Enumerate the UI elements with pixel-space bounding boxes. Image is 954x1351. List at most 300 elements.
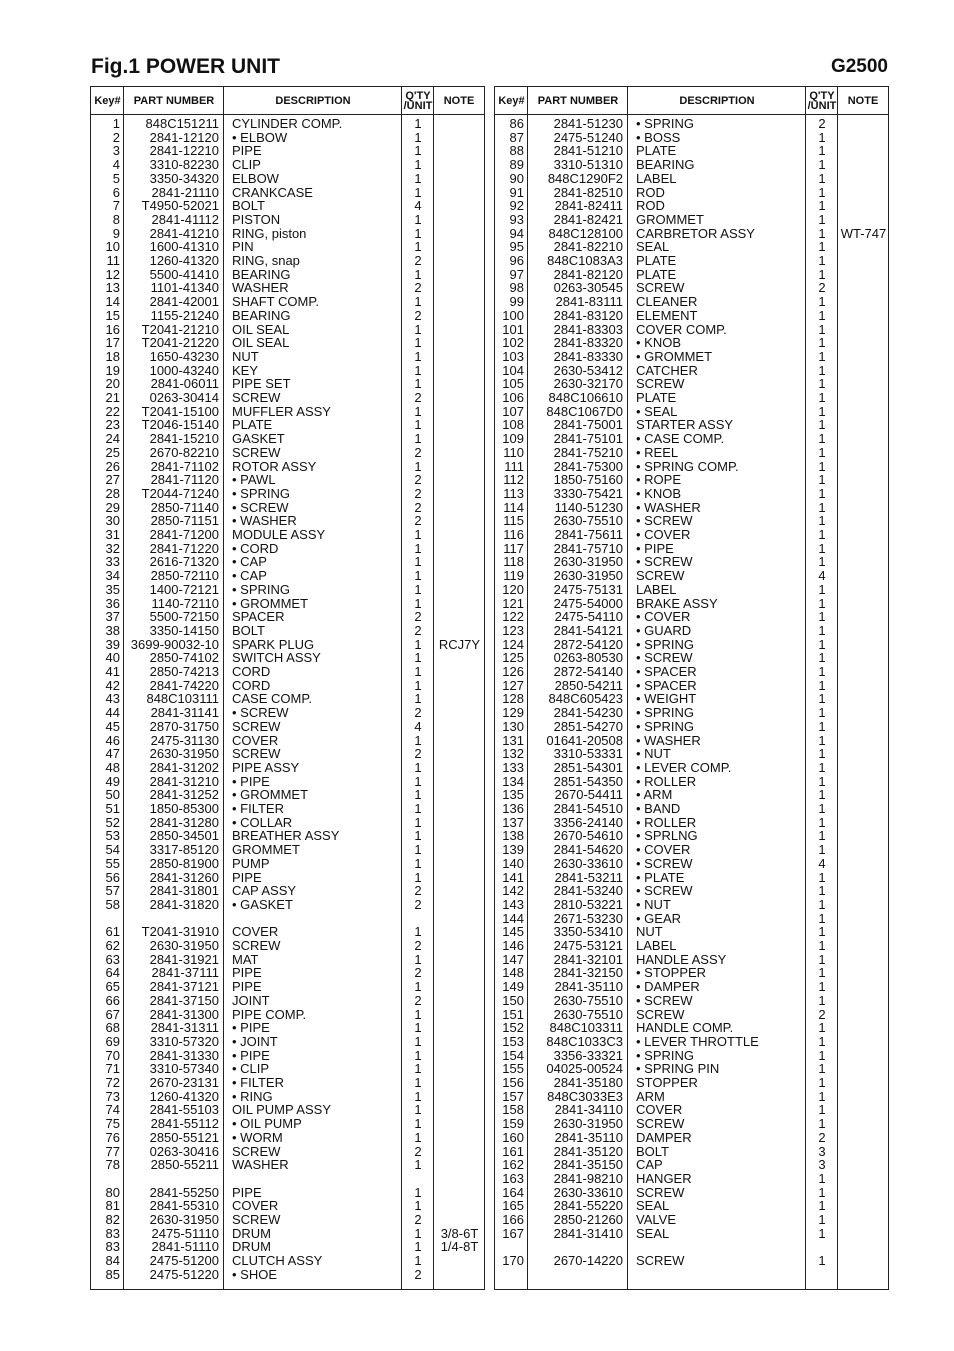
cell-part-number: 2850-55211	[150, 1157, 219, 1173]
table-row	[91, 1008, 484, 1022]
cell-description: • SPRING PIN	[636, 1061, 720, 1077]
cell-qty: 1	[818, 472, 826, 488]
table-row	[91, 802, 484, 816]
table-row	[91, 309, 484, 323]
cell-part-number: 2841-83120	[553, 307, 623, 323]
cell-part-number: 0263-80530	[553, 650, 623, 666]
cell-description: • SPACER	[636, 677, 697, 693]
cell-key: 53	[105, 828, 120, 844]
table-row	[495, 117, 888, 131]
cell-description: • SPRING	[636, 1047, 695, 1063]
table-row	[91, 679, 484, 693]
cell-qty: 3	[818, 1157, 826, 1173]
cell-description: PLATE	[636, 253, 677, 268]
cell-note: WT-747	[840, 225, 887, 241]
header-qty: Q'TY /UNIT	[403, 89, 433, 112]
cell-key: 46	[105, 732, 120, 748]
cell-qty: 1	[414, 1198, 422, 1214]
cell-qty: 2	[414, 1212, 422, 1227]
cell-qty: 1	[818, 1061, 826, 1077]
cell-key: 62	[105, 938, 120, 953]
cell-qty: 1	[414, 239, 422, 255]
cell-qty: 3	[818, 1143, 826, 1159]
cell-key: 159	[502, 1116, 524, 1132]
cell-qty: 1	[414, 143, 422, 159]
table-row	[495, 994, 888, 1008]
cell-part-number: 2841-82120	[553, 266, 623, 282]
cell-description: CLEANER	[636, 294, 698, 310]
table-row	[495, 980, 888, 994]
cell-description: • NUT	[636, 746, 671, 762]
cell-description: SCREW	[636, 1184, 685, 1200]
cell-qty: 1	[414, 1020, 422, 1036]
cell-description: • ROPE	[636, 472, 682, 488]
cell-qty: 1	[818, 1047, 826, 1063]
cell-description: GROMMET	[636, 211, 704, 227]
cell-description: • BOSS	[636, 129, 681, 145]
table-row	[495, 418, 888, 432]
table-row	[91, 788, 484, 802]
header-description: DESCRIPTION	[275, 94, 351, 107]
table-row	[495, 1227, 888, 1241]
cell-qty: 1	[414, 650, 422, 666]
cell-key: 65	[105, 979, 120, 995]
cell-qty: 1	[414, 581, 422, 597]
cell-qty: 1	[818, 773, 826, 789]
cell-part-number: 2475-54110	[554, 609, 623, 625]
cell-key: 75	[105, 1116, 120, 1132]
table-row	[91, 186, 484, 200]
cell-description: BOLT	[232, 198, 265, 214]
table-row	[495, 501, 888, 515]
cell-qty: 1	[414, 869, 422, 885]
cell-qty: 1	[414, 773, 422, 789]
cell-part-number: T2041-15100	[141, 403, 219, 419]
cell-key: 134	[502, 773, 524, 789]
cell-part-number: 2841-82421	[553, 211, 623, 227]
cell-part-number: 1650-43230	[149, 348, 219, 364]
table-row	[495, 816, 888, 830]
cell-part-number: 2851-54350	[553, 773, 623, 789]
table-row	[495, 240, 888, 254]
cell-part-number: 2841-15210	[149, 431, 219, 447]
cell-part-number: 2841-41210	[149, 225, 219, 241]
cell-part-number: 2841-82510	[553, 184, 623, 200]
cell-key: 122	[502, 609, 524, 625]
cell-key: 48	[105, 759, 120, 775]
cell-description: • WASHER	[636, 499, 701, 515]
cell-part-number: 2670-82210	[149, 444, 219, 460]
cell-qty: 1	[414, 458, 422, 474]
cell-qty: 1	[818, 1033, 826, 1049]
cell-description: CRANKCASE	[232, 184, 313, 200]
cell-part-number: 848C1067D0	[546, 403, 623, 419]
cell-description: DAMPER	[636, 1129, 692, 1145]
cell-qty: 1	[414, 664, 422, 679]
cell-description: • GROMMET	[636, 348, 713, 364]
cell-key: 97	[509, 266, 524, 282]
table-row	[495, 624, 888, 638]
cell-part-number: 2841-06011	[150, 376, 219, 392]
table-row	[91, 1213, 484, 1227]
table-row	[495, 1199, 888, 1213]
cell-part-number: 2851-54270	[553, 718, 623, 734]
cell-description: SCREW	[636, 376, 685, 392]
table-row	[91, 555, 484, 569]
cell-description: CATCHER	[636, 362, 698, 378]
cell-key: 63	[105, 951, 120, 967]
cell-description: • FILTER	[232, 1075, 284, 1090]
cell-qty: 1	[818, 869, 826, 885]
cell-key: 126	[502, 664, 524, 679]
cell-qty: 1	[414, 732, 422, 748]
cell-part-number: 3330-75421	[553, 485, 623, 501]
cell-description: BREATHER ASSY	[232, 828, 340, 844]
cell-description: • RING	[232, 1088, 273, 1104]
cell-description: PIPE	[232, 965, 262, 981]
cell-part-number: 2475-51220	[149, 1266, 219, 1282]
cell-part-number: 2841-35110	[554, 1129, 623, 1145]
cell-description: SCREW	[232, 938, 281, 953]
cell-key: 136	[502, 801, 524, 816]
cell-part-number: 2850-55121	[149, 1129, 219, 1145]
cell-key: 139	[502, 842, 524, 858]
cell-qty: 1	[414, 1006, 422, 1022]
figure-title: Fig.1 POWER UNIT	[91, 55, 280, 78]
cell-description: GASKET	[232, 431, 285, 447]
cell-part-number: 2841-54230	[553, 705, 623, 721]
cell-part-number: T2041-21220	[141, 335, 219, 351]
cell-key: 111	[504, 458, 524, 474]
table-row	[495, 227, 888, 241]
cell-key: 147	[502, 951, 524, 967]
cell-key: 166	[502, 1212, 524, 1227]
cell-key: 90	[509, 170, 524, 186]
cell-key: 103	[502, 348, 524, 364]
cell-qty: 1	[818, 362, 826, 378]
cell-qty: 1	[818, 650, 826, 666]
cell-part-number: 2670-54411	[554, 787, 623, 803]
cell-key: 41	[105, 664, 120, 679]
cell-part-number: 2841-54620	[553, 842, 623, 858]
cell-qty: 2	[414, 746, 422, 762]
cell-qty: 1	[414, 157, 422, 173]
cell-key: 108	[502, 417, 524, 433]
cell-part-number: 0263-30545	[553, 280, 623, 296]
cell-description: • WASHER	[636, 732, 701, 748]
table-row	[91, 1199, 484, 1213]
table-row	[495, 336, 888, 350]
cell-qty: 1	[818, 1184, 826, 1200]
cell-qty: 1	[414, 376, 422, 392]
table-row	[495, 199, 888, 213]
cell-part-number: 2671-53230	[553, 910, 623, 926]
cell-part-number: 3699-90032-10	[130, 636, 219, 652]
cell-description: • SPRING	[636, 116, 695, 131]
table-row	[91, 1268, 484, 1282]
cell-part-number: 2841-71102	[150, 458, 219, 474]
table-row	[91, 213, 484, 227]
cell-part-number: 2841-31210	[149, 773, 219, 789]
cell-key: 113	[503, 485, 524, 501]
cell-key: 74	[105, 1102, 120, 1118]
cell-key: 102	[502, 335, 524, 351]
table-row	[91, 939, 484, 953]
cell-description: • CLIP	[232, 1061, 270, 1077]
cell-qty: 1	[818, 170, 826, 186]
cell-qty: 1	[818, 842, 826, 858]
cell-description: CAP	[636, 1157, 663, 1173]
cell-key: 69	[105, 1033, 120, 1049]
cell-part-number: 1850-85300	[149, 801, 219, 816]
table-row	[91, 1254, 484, 1268]
cell-description: MODULE ASSY	[232, 527, 326, 542]
cell-key: 71	[105, 1061, 120, 1077]
cell-part-number: 2841-55103	[149, 1102, 219, 1118]
cell-description: • SPACER	[636, 664, 697, 679]
table-row	[91, 432, 484, 446]
table-row	[495, 555, 888, 569]
cell-key: 87	[509, 129, 524, 145]
table-row	[91, 1158, 484, 1172]
cell-key: 116	[503, 527, 524, 542]
cell-part-number: 2841-31410	[553, 1225, 623, 1241]
table-row	[495, 172, 888, 186]
cell-key: 123	[502, 622, 524, 638]
cell-qty: 1	[414, 828, 422, 844]
cell-description: • SEAL	[636, 403, 678, 419]
cell-key: 142	[502, 883, 524, 899]
cell-qty: 1	[414, 636, 422, 652]
table-row	[495, 281, 888, 295]
cell-key: 51	[105, 801, 120, 816]
table-row	[91, 994, 484, 1008]
cell-qty: 1	[818, 348, 826, 364]
cell-note: 1/4-8T	[440, 1239, 479, 1255]
cell-qty: 1	[818, 1170, 826, 1186]
cell-part-number: 2841-83320	[553, 335, 623, 351]
table-row	[495, 186, 888, 200]
table-row	[91, 638, 484, 652]
table-row	[495, 268, 888, 282]
table-row	[495, 829, 888, 843]
cell-part-number: 3310-82230	[149, 157, 219, 173]
cell-part-number: 1140-51230	[554, 499, 623, 515]
cell-description: • LEVER COMP.	[636, 759, 732, 775]
table-row	[91, 1076, 484, 1090]
cell-part-number: 04025-00524	[546, 1061, 623, 1077]
cell-description: PLATE	[636, 143, 677, 159]
table-row	[91, 857, 484, 871]
cell-qty: 1	[818, 759, 826, 775]
cell-part-number: 2872-54120	[553, 636, 623, 652]
cell-description: SCREW	[636, 280, 685, 296]
cell-description: VALVE	[636, 1212, 676, 1227]
cell-key: 153	[502, 1033, 524, 1049]
cell-key: 39	[105, 636, 120, 652]
cell-description: LABEL	[636, 581, 677, 597]
cell-description: ARM	[636, 1088, 665, 1104]
header-description: DESCRIPTION	[679, 94, 755, 107]
cell-note: 3/8-6T	[440, 1225, 479, 1241]
cell-description: MUFFLER ASSY	[232, 403, 331, 419]
cell-part-number: 0263-30414	[149, 390, 219, 405]
cell-part-number: 2841-51110	[151, 1239, 219, 1255]
cell-qty: 1	[414, 801, 422, 816]
cell-qty: 4	[818, 568, 826, 584]
table-row	[91, 1227, 484, 1241]
cell-part-number: 2841-35110	[554, 979, 623, 995]
table-row	[495, 1076, 888, 1090]
cell-key: 36	[105, 595, 120, 611]
cell-key: 13	[105, 280, 120, 296]
cell-part-number: 2841-31280	[149, 814, 219, 830]
cell-part-number: 2841-55310	[149, 1198, 219, 1214]
cell-key: 149	[502, 979, 524, 995]
cell-qty: 2	[414, 965, 422, 981]
cell-part-number: 2850-71140	[150, 499, 219, 515]
cell-part-number: 2841-31801	[149, 883, 219, 899]
cell-qty: 1	[818, 581, 826, 597]
cell-description: BEARING	[232, 307, 291, 323]
cell-part-number: 2841-31141	[150, 705, 219, 721]
cell-qty: 2	[414, 705, 422, 721]
cell-description: PIPE	[232, 143, 262, 159]
cell-key: 104	[502, 362, 524, 378]
cell-key: 93	[509, 211, 524, 227]
table-row	[495, 1158, 888, 1172]
cell-key: 77	[105, 1143, 120, 1159]
cell-key: 54	[105, 842, 120, 858]
cell-part-number: 2841-31330	[149, 1047, 219, 1063]
cell-qty: 1	[818, 143, 826, 159]
cell-qty: 1	[818, 458, 826, 474]
cell-part-number: 2850-74213	[149, 664, 219, 679]
cell-part-number: 3356-33321	[553, 1047, 623, 1063]
cell-key: 52	[105, 814, 120, 830]
cell-description: • KNOB	[636, 485, 682, 501]
cell-description: • SCREW	[636, 650, 693, 666]
table-row	[91, 487, 484, 501]
table-row	[91, 843, 484, 857]
cell-key: 89	[509, 157, 524, 173]
cell-part-number: T2046-15140	[141, 417, 219, 433]
cell-part-number: 2630-75510	[553, 513, 623, 529]
cell-part-number: 2841-55112	[150, 1116, 219, 1132]
cell-key: 31	[105, 527, 120, 542]
cell-key: 121	[502, 595, 524, 611]
table-row	[495, 1090, 888, 1104]
cell-qty: 1	[414, 1075, 422, 1090]
cell-description: OIL SEAL	[232, 335, 290, 351]
cell-qty: 1	[414, 1157, 422, 1173]
cell-part-number: 3310-57320	[149, 1033, 219, 1049]
table-row	[91, 1172, 484, 1186]
cell-qty: 1	[414, 184, 422, 200]
cell-qty: 1	[414, 417, 422, 433]
cell-qty: 2	[818, 116, 826, 131]
cell-description: • SCREW	[636, 883, 693, 899]
cell-qty: 1	[414, 842, 422, 858]
cell-key: 167	[502, 1225, 524, 1241]
cell-qty: 1	[818, 979, 826, 995]
table-row	[91, 268, 484, 282]
cell-key: 156	[502, 1075, 524, 1090]
table-row	[91, 542, 484, 556]
cell-qty: 1	[818, 294, 826, 310]
table-row	[91, 1131, 484, 1145]
cell-description: SPARK PLUG	[232, 636, 315, 652]
cell-key: 78	[105, 1157, 120, 1173]
cell-key: 50	[105, 787, 120, 803]
cell-qty: 1	[414, 568, 422, 584]
cell-key: 110	[503, 444, 524, 460]
cell-key: 11	[106, 253, 120, 268]
cell-qty: 2	[414, 896, 422, 912]
cell-key: 109	[502, 431, 524, 447]
table-row	[91, 405, 484, 419]
cell-qty: 2	[414, 513, 422, 529]
table-row	[91, 281, 484, 295]
cell-key: 67	[105, 1006, 120, 1022]
cell-description: PIPE	[232, 1184, 262, 1200]
cell-qty: 4	[414, 718, 422, 734]
cell-key: 100	[502, 307, 524, 323]
cell-key: 18	[105, 348, 120, 364]
cell-description: MAT	[232, 951, 259, 967]
cell-part-number: T2044-71240	[141, 485, 219, 501]
cell-qty: 4	[818, 855, 826, 871]
cell-description: JOINT	[232, 992, 270, 1008]
cell-part-number: T2041-31910	[141, 924, 219, 940]
cell-description: HANGER	[636, 1170, 692, 1186]
cell-qty: 1	[414, 924, 422, 940]
table-row	[495, 1172, 888, 1186]
cell-key: 61	[105, 924, 120, 940]
cell-qty: 1	[414, 1033, 422, 1049]
cell-description: • STOPPER	[636, 965, 707, 981]
table-row	[495, 788, 888, 802]
cell-qty: 1	[818, 403, 826, 419]
table-row	[91, 610, 484, 624]
table-row	[91, 734, 484, 748]
cell-qty: 1	[818, 924, 826, 940]
cell-qty: 1	[414, 787, 422, 803]
cell-key: 160	[502, 1129, 524, 1145]
table-row	[495, 432, 888, 446]
cell-qty: 1	[818, 376, 826, 392]
table-row	[495, 364, 888, 378]
cell-key: 66	[105, 992, 120, 1008]
table-row	[91, 775, 484, 789]
cell-part-number: 2872-54140	[553, 664, 623, 679]
cell-key: 150	[502, 992, 524, 1008]
cell-key: 85	[105, 1266, 120, 1282]
cell-key: 144	[502, 910, 524, 926]
cell-description: SCREW	[232, 718, 281, 734]
cell-description: SWITCH ASSY	[232, 650, 321, 666]
cell-description: CASE COMP.	[232, 691, 312, 707]
cell-qty: 1	[818, 609, 826, 625]
cell-qty: 2	[414, 883, 422, 899]
cell-key: 157	[502, 1088, 524, 1104]
cell-key: 118	[503, 554, 524, 570]
cell-description: • FILTER	[232, 801, 284, 816]
cell-qty: 1	[818, 485, 826, 501]
cell-part-number: 2475-51240	[553, 129, 623, 145]
cell-description: • BAND	[636, 801, 681, 816]
cell-key: 92	[509, 198, 524, 214]
